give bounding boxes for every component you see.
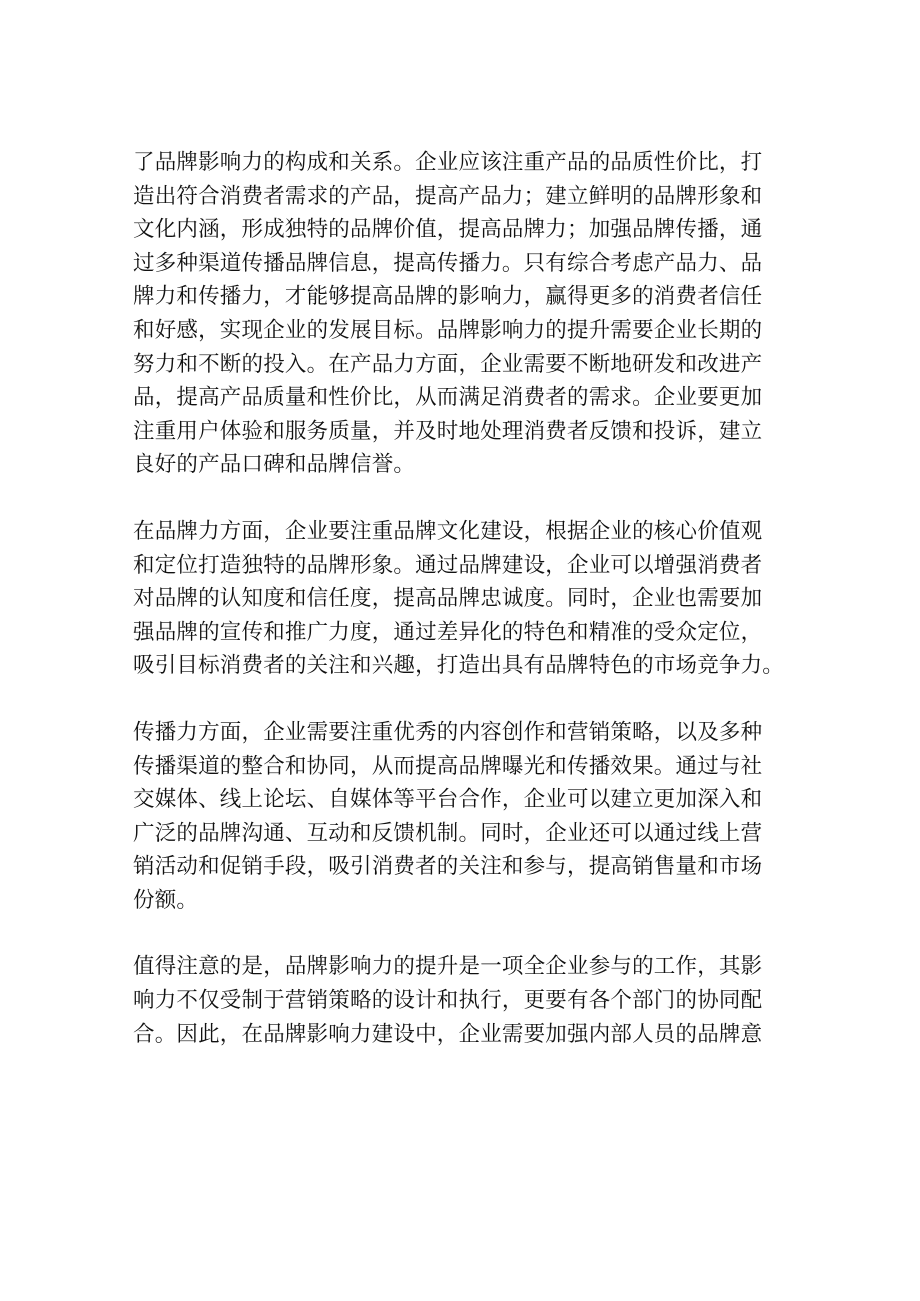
document-body — [133, 146, 805, 1051]
paragraph-1: 了品牌影响力的构成和关系。企业应该注重产品的品质性价比，打 造出符合消费者需求的产品，提高产品力；建立鲜明的品牌形象和 文化内涵，形成独特的品牌价值，提高品牌力；加强品牌传播，通 过多种渠道传播品牌信息，提高传播力。只有综合考虑产品力、品 牌力和传播力，才能够提高品牌的影响力，赢得更多的消费者信任 和好感，实现企业的发展目标。品牌影响力的提升需要企业长期的 努力和不断的投入。在产品力方面，企业需要不断地研发和改进产 品，提高产品质量和性价比，从而满足消费者的需求。企业要更加 注重用户体验和服务质量，并及时地处理消费者反馈和投诉，建立 良好的产品口碑和品牌信誉。 — [133, 150, 763, 478]
paragraph-4: 值得注意的是，品牌影响力的提升是一项全企业参与的工作，其影 响力不仅受制于营销策略的设计和执行，更要有各个部门的协同配 合。因此，在品牌影响力建设中，企业需要加强内部人员的品牌意 — [133, 954, 763, 1047]
paragraph-2: 在品牌力方面，企业要注重品牌文化建设，根据企业的核心价值观 和定位打造独特的品牌形象。通过品牌建设，企业可以增强消费者 对品牌的认知度和信任度，提高品牌忠诚度。同时，企业也需要加 强品牌的宣传和推广力度，通过差异化的特色和精准的受众定位， 吸引目标消费者的关注和兴趣，打造出具有品牌特色的市场竞争力。 — [133, 518, 785, 679]
paragraph-3: 传播力方面，企业需要注重优秀的内容创作和营销策略，以及多种 传播渠道的整合和协同，从而提高品牌曝光和传播效果。通过与社 交媒体、线上论坛、自媒体等平台合作，企业可以建立更加深入和 广泛的品牌沟通、互动和反馈机制。同时，企业还可以通过线上营 销活动和促销手段，吸引消费者的关注和参与，提高销售量和市场 份额。 — [133, 719, 763, 913]
